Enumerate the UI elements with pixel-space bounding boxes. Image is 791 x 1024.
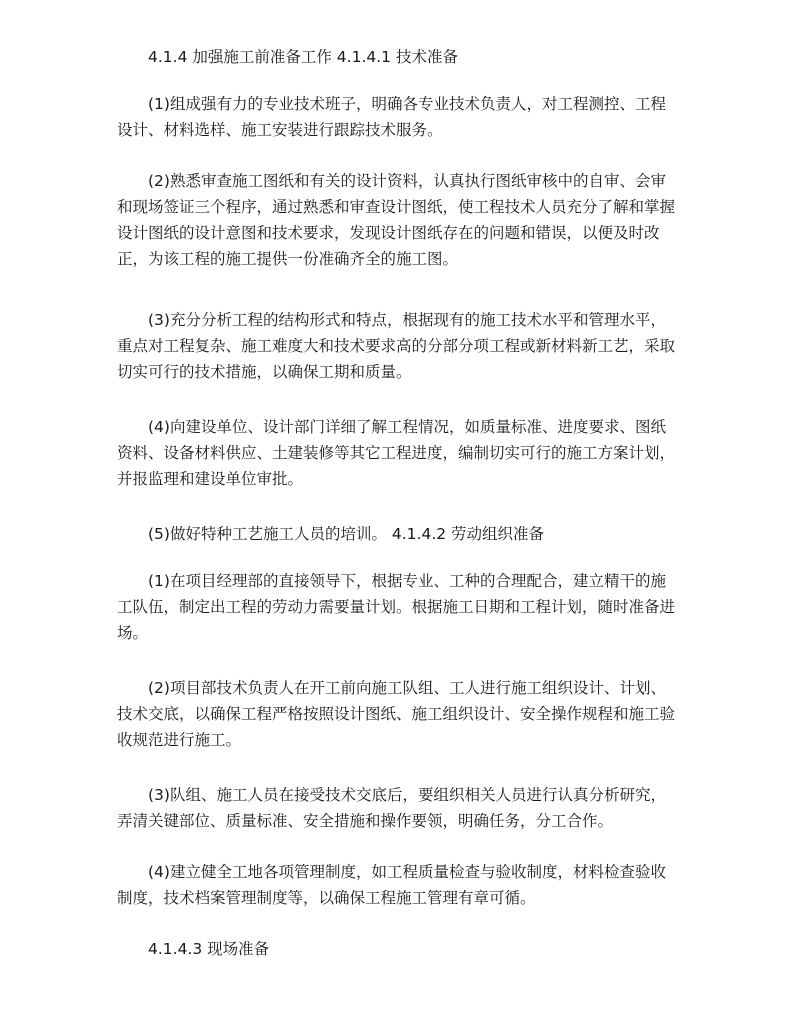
section-heading-4-1-4-3 [117, 936, 677, 962]
paragraph-client-liaison [117, 414, 677, 492]
text-line: (5)做好特种工艺施工人员的培训。 4.1.4.2 劳动组织准备 [148, 525, 545, 543]
paragraph-structure-analysis [117, 307, 677, 385]
paragraph-labor-team [117, 568, 677, 646]
text-line: 资料、设备材料供应、土建装修等其它工程进度，编制切实可行的施工方案计划， [117, 444, 676, 462]
text-line: 收规范进行施工。 [117, 731, 242, 749]
paragraph-team-analysis [117, 782, 677, 834]
paragraph-training-and-labor-heading [117, 521, 677, 547]
paragraph-drawing-review [117, 168, 677, 272]
text-line: (1)在项目经理部的直接领导下，根据专业、工种的合理配合，建立精干的施 [148, 572, 666, 590]
text-line: 设计图纸的设计意图和技术要求，发现设计图纸存在的问题和错误，以便及时改 [117, 224, 660, 242]
section-heading-4-1-4 [117, 44, 677, 70]
text-line: 场。 [117, 624, 149, 642]
text-line: (1)组成强有力的专业技术班子，明确各专业技术负责人，对工程测控、工程 [148, 95, 666, 113]
text-line: 和现场签证三个程序，通过熟悉和审查设计图纸，使工程技术人员充分了解和掌握 [117, 198, 676, 216]
text-line: 制度，技术档案管理制度等，以确保工程施工管理有章可循。 [117, 889, 536, 907]
paragraph-management-system [117, 859, 677, 911]
text-line: 设计、材料选样、施工安装进行跟踪技术服务。 [117, 121, 443, 139]
paragraph-tech-team [117, 91, 677, 143]
text-line: (4)建立健全工地各项管理制度，如工程质量检查与验收制度，材料检查验收 [148, 863, 666, 881]
text-line: 弄清关键部位、质量标准、安全措施和操作要领，明确任务，分工合作。 [117, 812, 614, 830]
text-line: (3)队组、施工人员在接受技术交底后，要组织相关人员进行认真分析研究， [148, 786, 666, 804]
text-line: 4.1.4.3 现场准备 [148, 940, 270, 958]
text-line: 4.1.4 加强施工前准备工作 4.1.4.1 技术准备 [148, 48, 458, 66]
text-line: (2)熟悉审查施工图纸和有关的设计资料，认真执行图纸审核中的自审、会审 [148, 172, 666, 190]
text-line: (4)向建设单位、设计部门详细了解工程情况，如质量标准、进度要求、图纸 [148, 418, 666, 436]
text-line: 正，为该工程的施工提供一份准确齐全的施工图。 [117, 250, 459, 268]
text-line: 技术交底，以确保工程严格按照设计图纸、施工组织设计、安全操作规程和施工验 [117, 705, 676, 723]
text-line: 重点对工程复杂、施工难度大和技术要求高的分部分项工程或新材料新工艺，采取 [117, 337, 676, 355]
text-line: (2)项目部技术负责人在开工前向施工队组、工人进行施工组织设计、计划、 [148, 679, 666, 697]
text-line: 切实可行的技术措施，以确保工期和质量。 [117, 363, 412, 381]
text-line: (3)充分分析工程的结构形式和特点，根据现有的施工技术水平和管理水平， [148, 311, 666, 329]
paragraph-tech-briefing [117, 675, 677, 753]
text-line: 并报监理和建设单位审批。 [117, 470, 304, 488]
text-line: 工队伍，制定出工程的劳动力需要量计划。根据施工日期和工程计划，随时准备进 [117, 598, 676, 616]
